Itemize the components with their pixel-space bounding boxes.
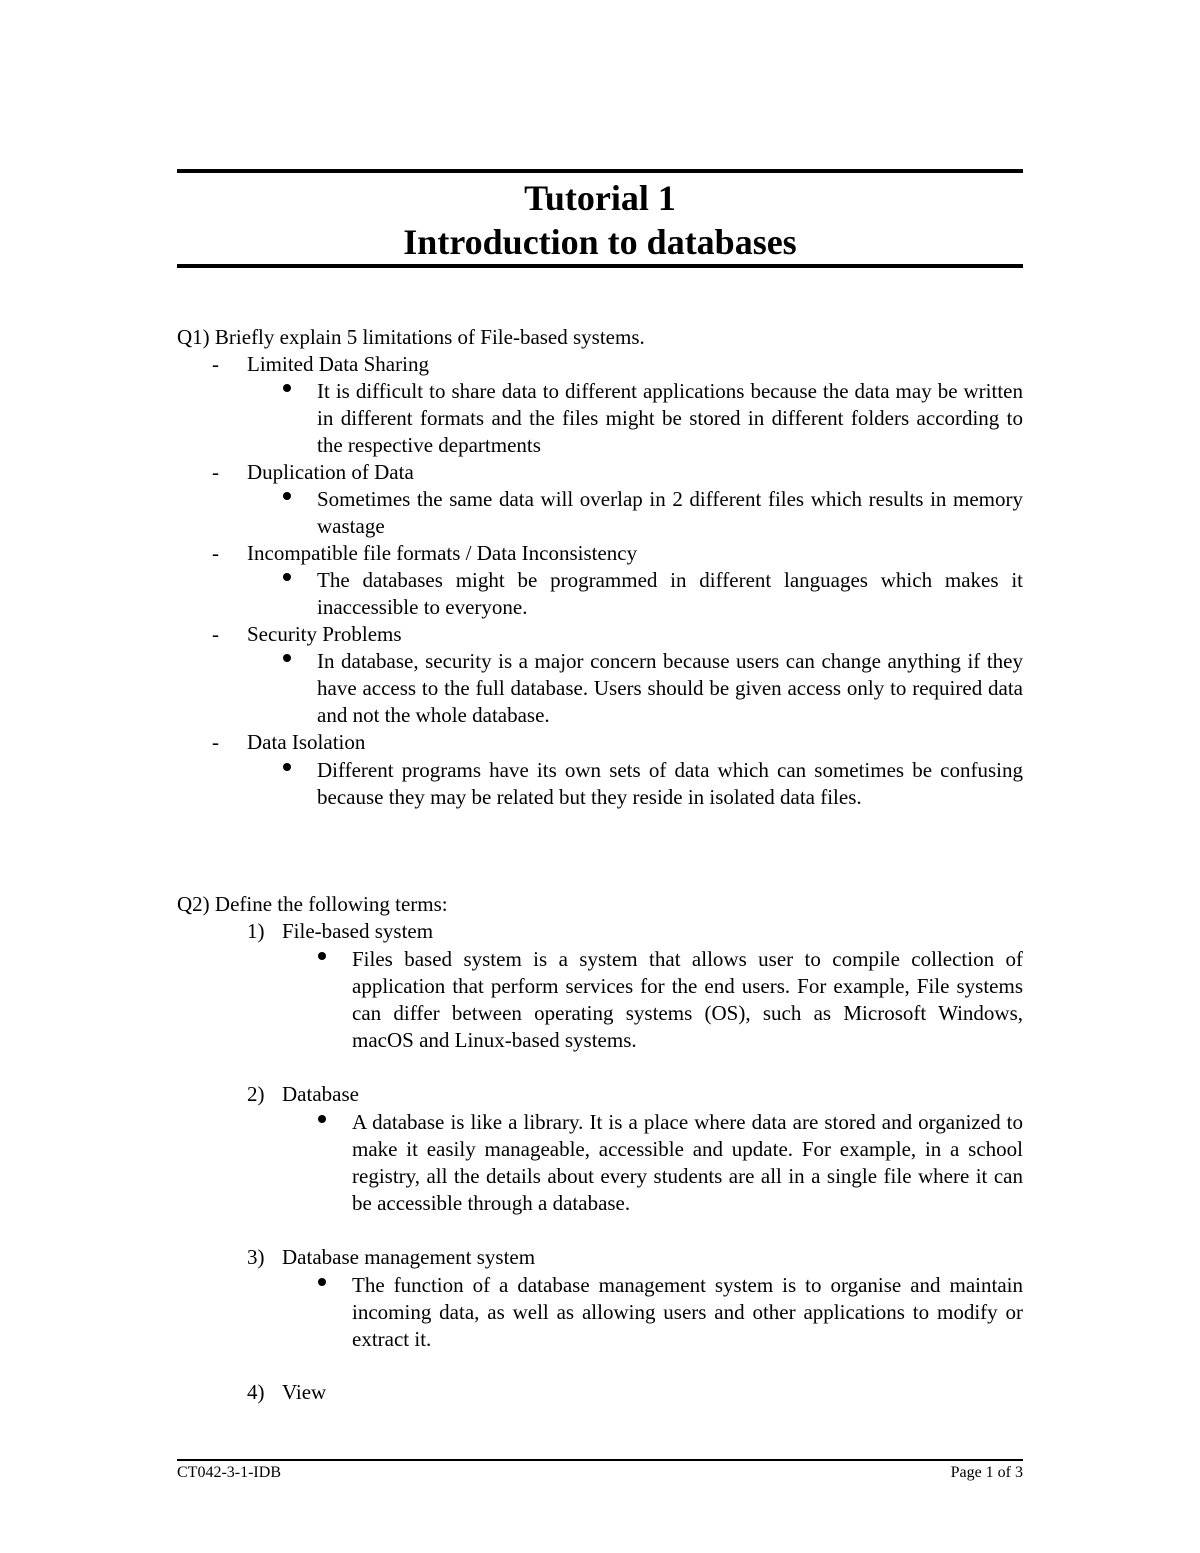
- page-subtitle: Introduction to databases: [403, 222, 797, 262]
- limitation-explanation: In database, security is a major concern because users can change anything if they have access to the full database. Users should be given access only to required data and not the whole database.: [317, 649, 1023, 727]
- term-name: Database: [282, 1082, 359, 1106]
- bullet-icon: [318, 1115, 326, 1123]
- term-definition: The function of a database management system is to organise and maintain incoming data, as well as allowing users and other applications to modify or extract it.: [352, 1273, 1023, 1351]
- term-name: File-based system: [282, 919, 434, 943]
- limitation-explanation: Sometimes the same data will overlap in 2 different files which results in memory wastage: [317, 487, 1023, 538]
- footer-course-code: CT042-3-1-IDB: [177, 1464, 281, 1481]
- limitation-heading: Data Isolation: [247, 730, 366, 754]
- list-marker: -: [212, 352, 219, 376]
- term-number: 4): [247, 1380, 265, 1404]
- limitation-explanation: Different programs have its own sets of data which can sometimes be confusing because they may be related but they reside in isolated data files.: [317, 758, 1023, 809]
- bullet-icon: [318, 952, 326, 960]
- header-top-rule: [177, 169, 1023, 173]
- limitation-heading: Limited Data Sharing: [247, 352, 429, 376]
- page-title: Tutorial 1: [524, 178, 676, 218]
- term-number: 3): [247, 1245, 265, 1269]
- term-number: 1): [247, 919, 265, 943]
- limitation-explanation: It is difficult to share data to different applications because the data may be written in different formats and the files might be stored in different folders according to the respective departments: [317, 379, 1023, 457]
- list-marker: -: [212, 460, 219, 484]
- bullet-icon: [283, 492, 291, 500]
- bullet-icon: [318, 1278, 326, 1286]
- bullet-icon: [283, 654, 291, 662]
- bullet-icon: [283, 384, 291, 392]
- bullet-icon: [283, 763, 291, 771]
- limitation-heading: Duplication of Data: [247, 460, 414, 484]
- term-name: View: [282, 1380, 327, 1404]
- limitation-heading: Incompatible file formats / Data Inconsistency: [247, 541, 638, 565]
- bullet-icon: [283, 573, 291, 581]
- list-marker: -: [212, 730, 219, 754]
- term-definition: Files based system is a system that allows user to compile collection of application that perform services for the end users. For example, File systems can differ between operating systems (OS), such as Microsoft Windows, macOS and Linux-based systems.: [352, 947, 1023, 1052]
- footer-page-number: Page 1 of 3: [950, 1464, 1023, 1481]
- header-bottom-rule: [177, 264, 1023, 268]
- list-marker: -: [212, 541, 219, 565]
- question-2: Q2) Define the following terms:: [177, 892, 448, 916]
- footer-rule: [177, 1459, 1023, 1461]
- term-name: Database management system: [282, 1245, 536, 1269]
- limitation-heading: Security Problems: [247, 622, 402, 646]
- limitation-explanation: The databases might be programmed in different languages which makes it inaccessible to everyone.: [317, 568, 1023, 619]
- question-1: Q1) Briefly explain 5 limitations of File-based systems.: [177, 325, 645, 349]
- term-number: 2): [247, 1082, 265, 1106]
- list-marker: -: [212, 622, 219, 646]
- term-definition: A database is like a library. It is a place where data are stored and organized to make it easily manageable, accessible and update. For example, in a school registry, all the details about every students are all in a single file where it can be accessible through a database.: [352, 1110, 1023, 1215]
